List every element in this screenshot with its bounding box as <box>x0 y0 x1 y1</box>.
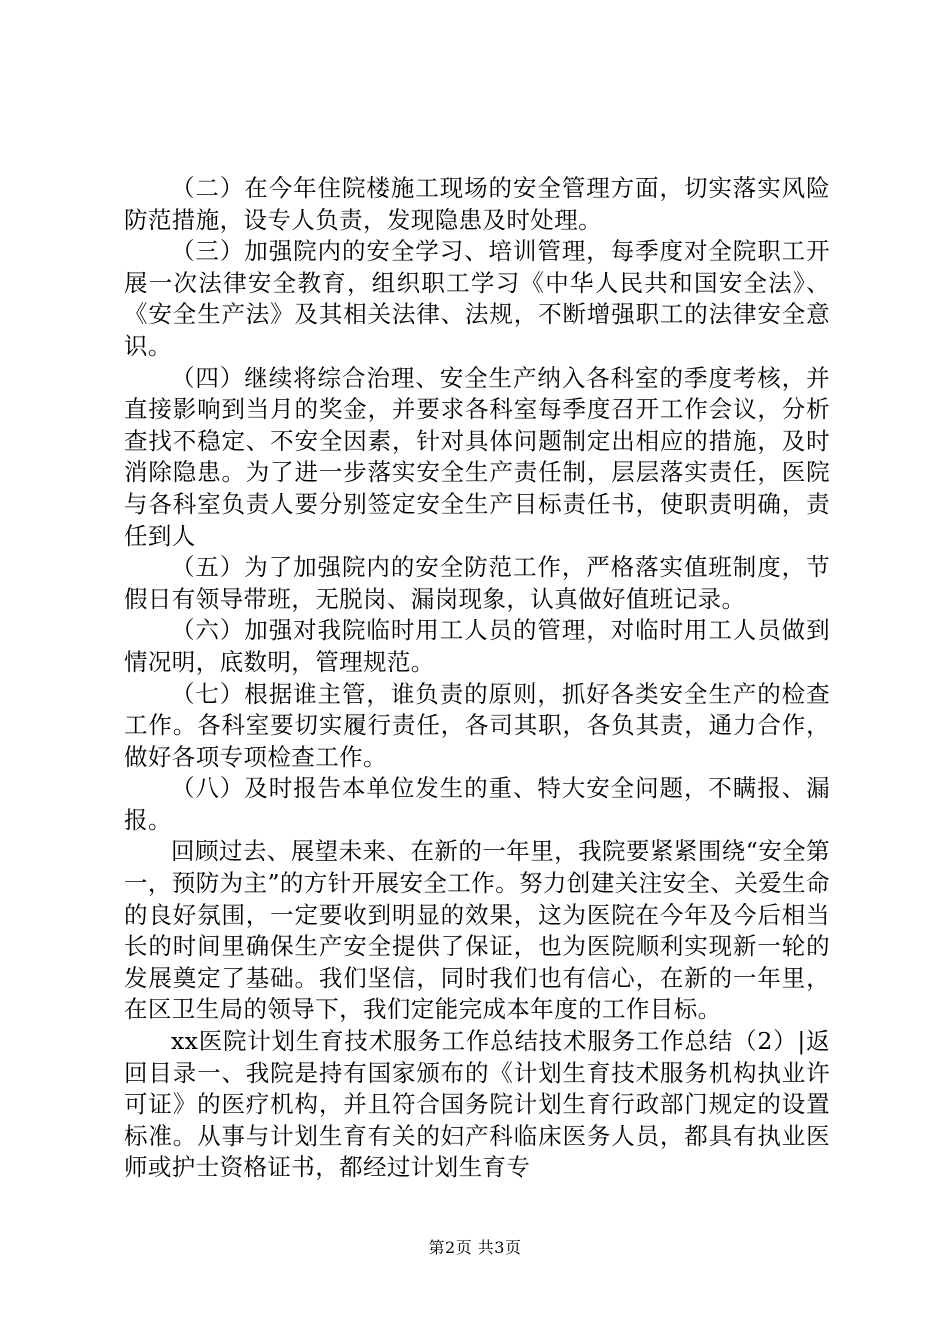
page-footer: 第2页 共3页 <box>428 1238 522 1257</box>
paragraph-summary: 回顾过去、展望未来、在新的一年里，我院要紧紧围绕“安全第一，预防为主”的方针开展安全工作。努力创建关注安全、关爱生命的良好氛围，一定要收到明显的效果，这为医院在今年及今后相当长的时间里确保生产安全提供了保证，也为医院顺利实现新一轮的发展奠定了基础。我们坚信，同时我们也有信心，在新的一年里，在区卫生局的领导下，我们定能完成本年度的工作目标。 <box>124 837 830 1024</box>
paragraph-item-4: （四）继续将综合治理、安全生产纳入各科室的季度考核，并直接影响到当月的奖金，并要求各科室每季度召开工作会议，分析查找不稳定、不安全因素，针对具体问题制定出相应的措施，及时消除隐患。为了进一步落实安全生产责任制，层层落实责任，医院与各科室负责人要分别签定安全生产目标责任书，使职责明确，责任到人 <box>124 363 830 550</box>
paragraph-item-5: （五）为了加强院内的安全防范工作，严格落实值班制度，节假日有领导带班，无脱岗、漏岗现象，认真做好值班记录。 <box>124 553 830 613</box>
paragraph-item-7: （七）根据谁主管，谁负责的原则，抓好各类安全生产的检查工作。各科室要切实履行责任，各司其职，各负其责，通力合作，做好各项专项检查工作。 <box>124 679 830 771</box>
paragraph-item-6: （六）加强对我院临时用工人员的管理，对临时用工人员做到情况明，底数明，管理规范。 <box>124 616 830 676</box>
document-body <box>124 173 830 1184</box>
paragraph-item-2: （二）在今年住院楼施工现场的安全管理方面，切实落实风险防范措施，设专人负责，发现隐患及时处理。 <box>124 174 830 234</box>
paragraph-item-8: （八）及时报告本单位发生的重、特大安全问题，不瞒报、漏报。 <box>124 774 830 834</box>
paragraph-item-3: （三）加强院内的安全学习、培训管理，每季度对全院职工开展一次法律安全教育，组织职工学习《中华人民共和国安全法》、《安全生产法》及其相关法律、法规，不断增强职工的法律安全意识。 <box>124 237 830 360</box>
paragraph-next-section: xx医院计划生育技术服务工作总结技术服务工作总结（2）|返回目录一、我院是持有国家颁布的《计划生育技术服务机构执业许可证》的医疗机构，并且符合国务院计划生育行政部门规定的设置标准。从事与计划生育有关的妇产科临床医务人员，都具有执业医师或护士资格证书，都经过计划生育专 <box>124 1027 830 1182</box>
